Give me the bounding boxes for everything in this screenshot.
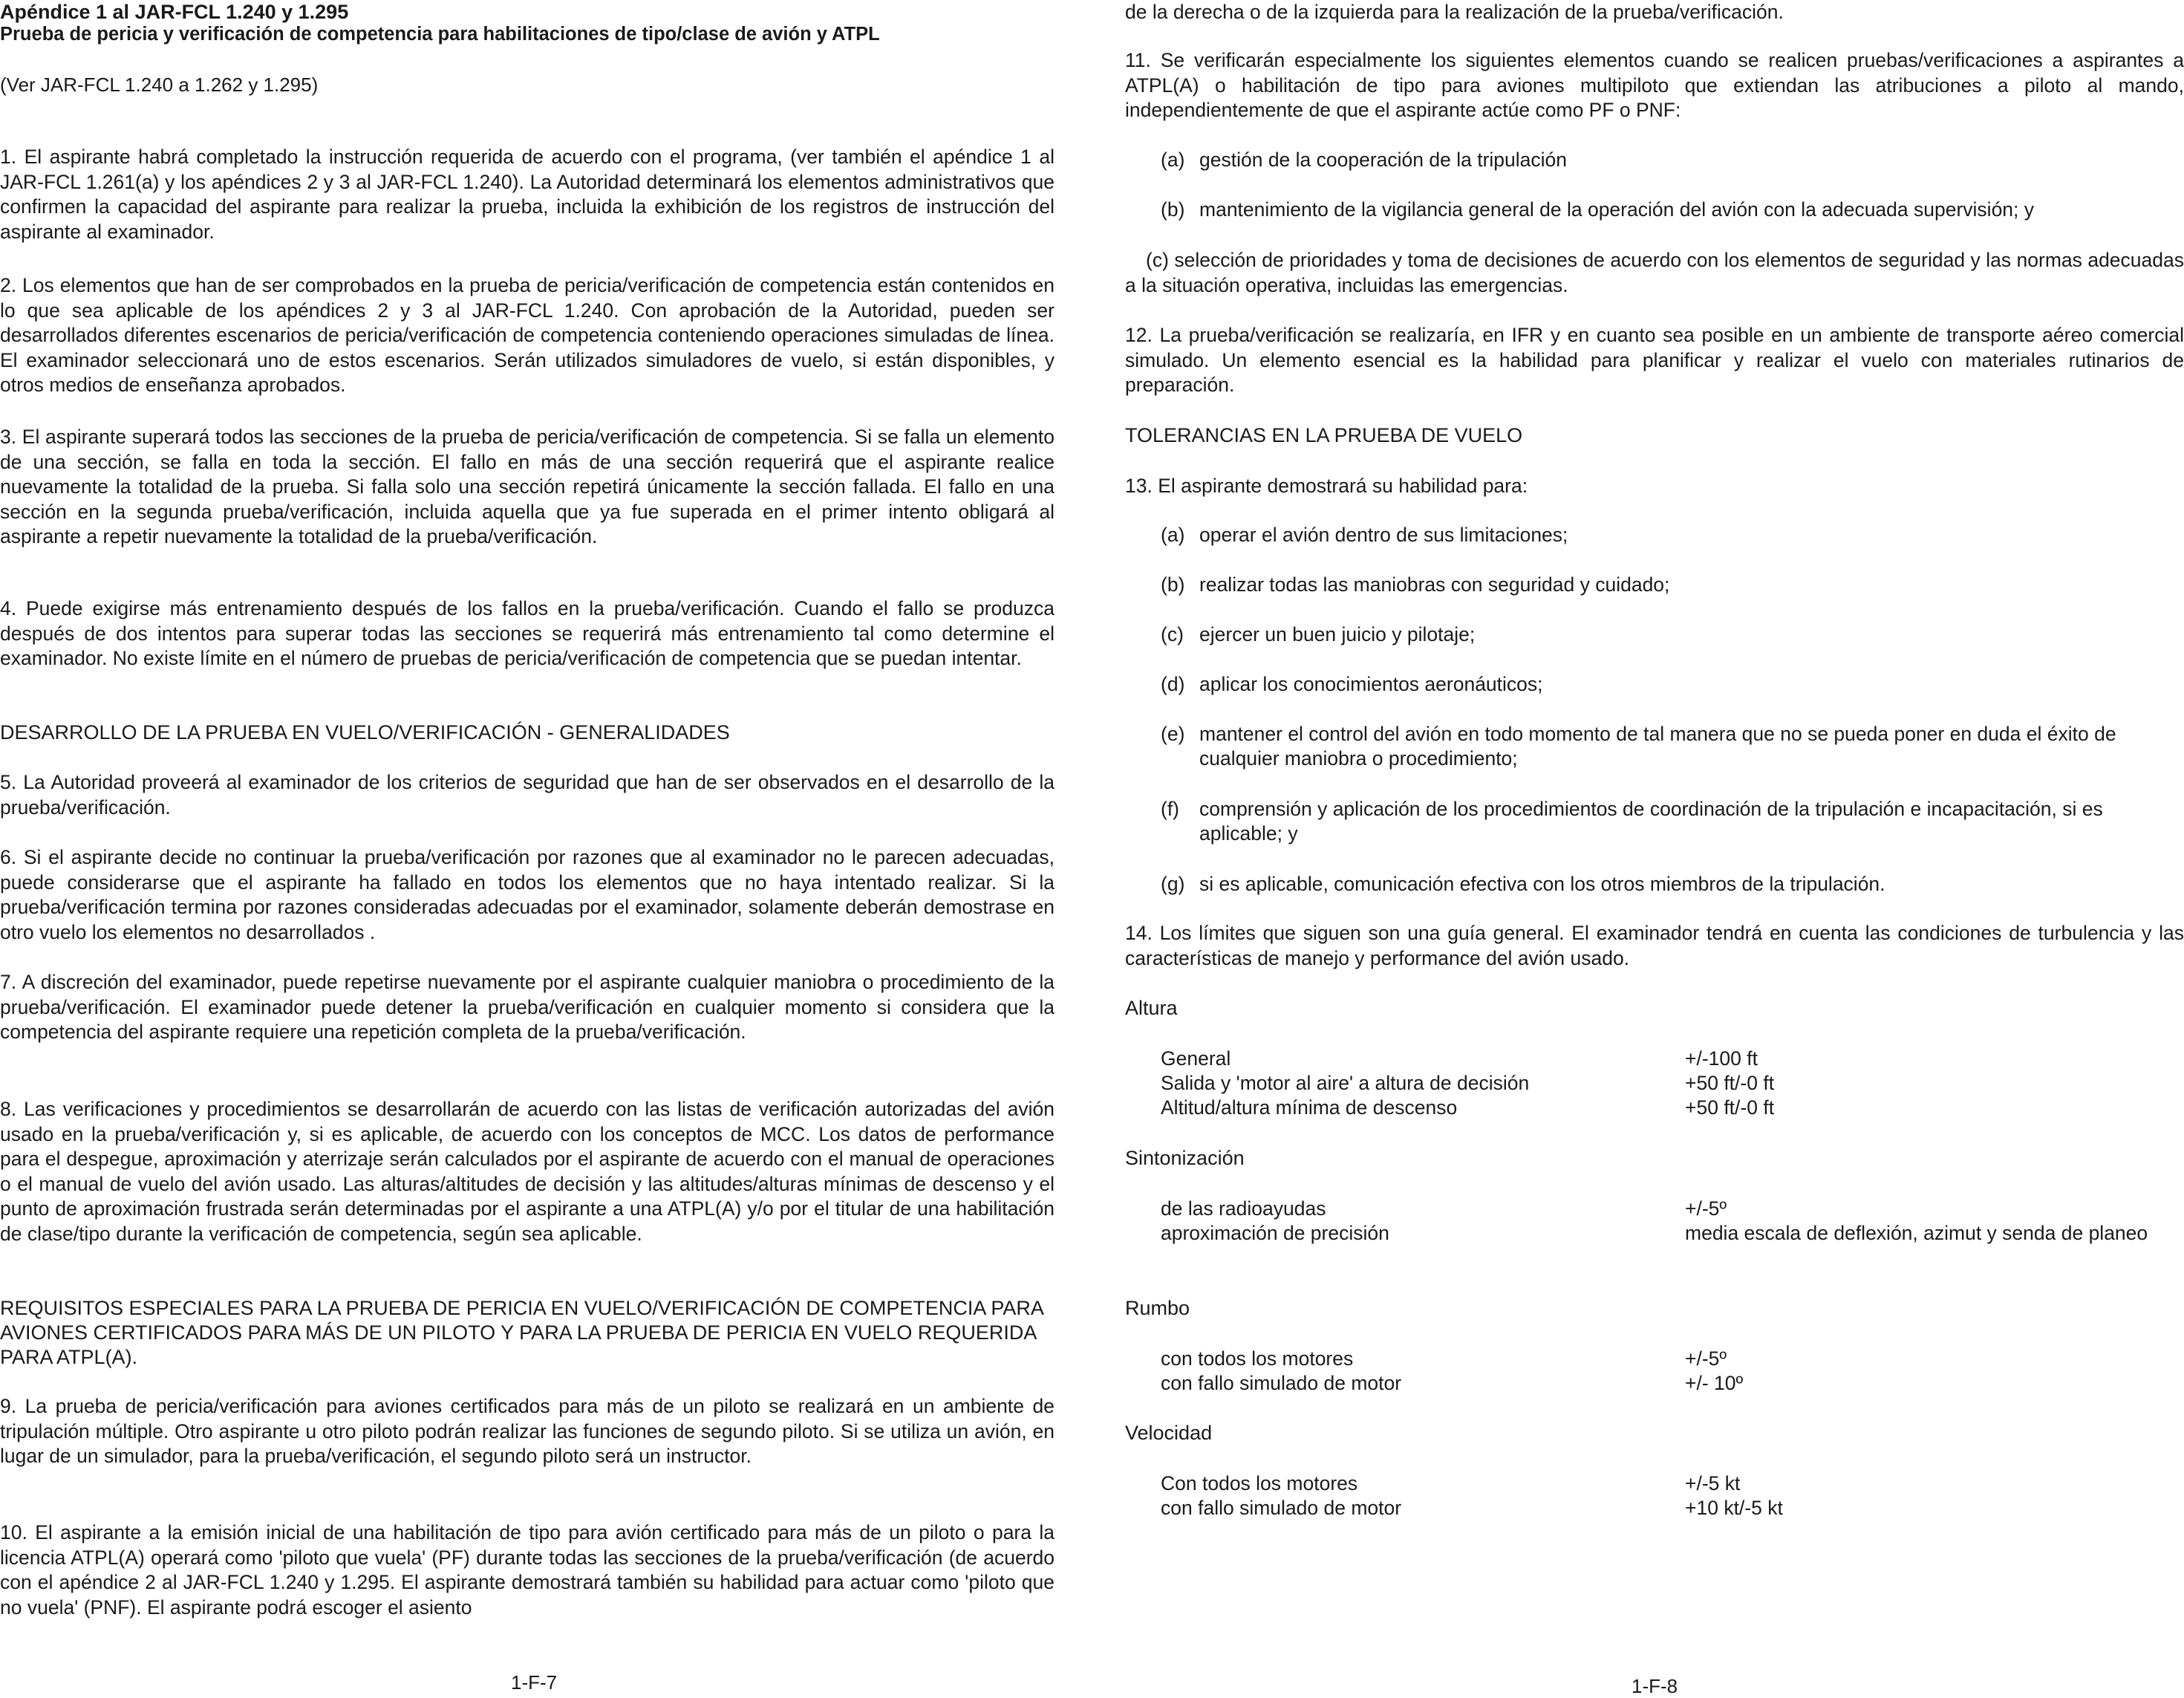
list-item-13a xyxy=(1161,523,2184,547)
tolerance-name: de las radioayudas xyxy=(1161,1197,1326,1220)
page-number-left: 1-F-7 xyxy=(511,1671,558,1694)
list-item-11a xyxy=(1161,148,2184,172)
tolerance-value: +/-5º xyxy=(1685,1197,1727,1220)
list-item-text: selección de prioridades y toma de decisiones de acuerdo con los elementos de seguridad y las normas adecuadas a la situación operativa, incluidas las emergencias. xyxy=(1125,249,2184,296)
tolerance-name: aproximación de precisión xyxy=(1161,1222,1389,1244)
list-item-text: mantener el control del avión en todo momento de tal manera que no se pueda poner en duda el éxito de cualquier maniobra o procedimiento; xyxy=(1199,723,2116,770)
list-item-label: (g) xyxy=(1161,873,1185,895)
tolerance-value: +/- 10º xyxy=(1685,1372,1744,1394)
list-item-text: aplicar los conocimientos aeronáuticos; xyxy=(1199,673,1543,695)
paragraph-12: 12. La prueba/verificación se realizaría, en IFR y en cuanto sea posible en un ambiente de transporte aéreo comercial simulado. Un elemento esencial es la habilidad para planificar y realizar el vuelo con materiales rutinarios de preparación. xyxy=(1125,324,2184,396)
tolerance-name: General xyxy=(1161,1047,1231,1070)
tolerance-name: con fallo simulado de motor xyxy=(1161,1372,1402,1394)
paragraph-5: 5. La Autoridad proveerá al examinador de los criterios de seguridad que han de ser observados en el desarrollo de la prueba/verificación. xyxy=(0,771,1054,819)
tolerance-value: +50 ft/-0 ft xyxy=(1685,1072,1775,1094)
list-item-text: ejercer un buen juicio y pilotaje; xyxy=(1199,623,1476,645)
paragraph-7: 7. A discreción del examinador, puede repetirse nuevamente por el aspirante cualquier maniobra o procedimiento de la prueba/verificación. El examinador puede detener la prueba/verificación en cualquier momento si considera que la competencia del aspirante requiere una repetición completa de la prueba/verificación. xyxy=(0,971,1054,1043)
appendix-reference: (Ver JAR-FCL 1.240 a 1.262 y 1.295) xyxy=(0,74,319,96)
list-item-text: gestión de la cooperación de la tripulación xyxy=(1199,149,1567,171)
tolerance-name: con todos los motores xyxy=(1161,1347,1354,1370)
list-item-13d xyxy=(1161,672,2184,697)
paragraph-13: 13. El aspirante demostrará su habilidad para: xyxy=(1125,475,1528,497)
tolerance-value: +/-100 ft xyxy=(1685,1047,1758,1070)
list-item-13b xyxy=(1161,573,2184,597)
tolerance-value: +10 kt/-5 kt xyxy=(1685,1497,1783,1519)
tolerance-group-sintonizacion: Sintonización xyxy=(1125,1147,1245,1169)
list-item-text: realizar todas las maniobras con seguridad y cuidado; xyxy=(1199,573,1670,596)
list-item-label: (c) xyxy=(1146,249,1169,271)
paragraph-11: 11. Se verificarán especialmente los siguientes elementos cuando se realicen pruebas/verificaciones a aspirantes a ATPL(A) o habilitación de tipo para aviones multipiloto que extiendan las atribuciones a piloto al mando, independientemente de que el aspirante actúe como PF o PNF: xyxy=(1125,49,2184,121)
tolerance-name: Altitud/altura mínima de descenso xyxy=(1161,1096,1458,1119)
tolerance-name: con fallo simulado de motor xyxy=(1161,1497,1402,1519)
list-item-label: (b) xyxy=(1161,198,1185,221)
list-item-11c xyxy=(1125,248,2184,298)
tolerance-name: Salida y 'motor al aire' a altura de decisión xyxy=(1161,1072,1530,1094)
left-page xyxy=(0,0,1058,1698)
tolerance-value: media escala de deflexión, azimut y senda de planeo xyxy=(1685,1222,2148,1244)
tolerance-value: +50 ft/-0 ft xyxy=(1685,1096,1775,1119)
list-item-label: (a) xyxy=(1161,149,1185,171)
list-item-11b xyxy=(1161,198,2184,222)
paragraph-9: 9. La prueba de pericia/verificación para aviones certificados para más de un piloto se realizará en un ambiente de tripulación múltiple. Otro aspirante u otro piloto podrán realizar las funciones de segundo piloto. Si se utiliza un avión, en lugar de un simulador, para la prueba/verificación, el segundo piloto será un instructor. xyxy=(0,1395,1054,1467)
heading-generalidades: DESARROLLO DE LA PRUEBA EN VUELO/VERIFICACIÓN - GENERALIDADES xyxy=(0,721,730,744)
paragraph-1: 1. El aspirante habrá completado la instrucción requerida de acuerdo con el programa, (ver también el apéndice 1 al JAR-FCL 1.261(a) y los apéndices 2 y 3 al JAR-FCL 1.240). La Autoridad determinará los elementos administrativos que confirmen la capacidad del aspirante para realizar la prueba, incluida la exhibición de los registros de instrucción del aspirante al examinador. xyxy=(0,146,1054,243)
list-item-text: si es aplicable, comunicación efectiva con los otros miembros de la tripulación. xyxy=(1199,873,1885,895)
right-page xyxy=(1125,0,2184,1698)
tolerance-value: +/-5 kt xyxy=(1685,1472,1741,1494)
appendix-title: Apéndice 1 al JAR-FCL 1.240 y 1.295 xyxy=(0,1,349,23)
list-item-13f xyxy=(1161,797,2184,846)
paragraph-10: 10. El aspirante a la emisión inicial de una habilitación de tipo para avión certificado para más de un piloto o para la licencia ATPL(A) operará como 'piloto que vuela' (PF) durante todas las secciones de la prueba/verificación (de acuerdo con el apéndice 2 al JAR-FCL 1.240 y 1.295. El aspirante demostrará también su habilidad para actuar como 'piloto que no vuela' (PNF). El aspirante podrá escoger el asiento xyxy=(0,1521,1054,1619)
tolerance-name: Con todos los motores xyxy=(1161,1472,1358,1494)
tolerance-group-rumbo: Rumbo xyxy=(1125,1297,1190,1319)
paragraph-14: 14. Los límites que siguen son una guía general. El examinador tendrá en cuenta las condiciones de turbulencia y las características de manejo y performance del avión usado. xyxy=(1125,922,2184,969)
heading-tolerancias: TOLERANCIAS EN LA PRUEBA DE VUELO xyxy=(1125,424,1523,446)
tolerance-value: +/-5º xyxy=(1685,1347,1727,1370)
list-item-text: comprensión y aplicación de los procedimientos de coordinación de la tripulación e incapacitación, si es aplicable; y xyxy=(1199,798,2103,845)
heading-requisitos-especiales: REQUISITOS ESPECIALES PARA LA PRUEBA DE PERICIA EN VUELO/VERIFICACIÓN DE COMPETENCIA PARA AVIONES CERTIFICADOS PARA MÁS DE UN PILOTO Y PARA LA PRUEBA DE PERICIA EN VUELO REQUERIDA PARA ATPL(A). xyxy=(0,1297,1043,1368)
page-number-right: 1-F-8 xyxy=(1632,1675,1678,1697)
paragraph-6: 6. Si el aspirante decide no continuar la prueba/verificación por razones que al examinador no le parecen adecuadas, puede considerarse que el aspirante ha fallado en todos los elementos que no haya intentado realizar. Si la prueba/verificación termina por razones consideradas adecuadas por el examinador, solamente deberán demostrase en otro vuelo los elementos no desarrollados . xyxy=(0,846,1054,943)
list-item-text: mantenimiento de la vigilancia general de la operación del avión con la adecuada supervisión; y xyxy=(1199,198,2035,221)
list-item-13e xyxy=(1161,722,2184,771)
paragraph-2: 2. Los elementos que han de ser comprobados en la prueba de pericia/verificación de competencia están contenidos en lo que sea aplicable de los apéndices 2 y 3 al JAR-FCL 1.240. Con aprobación de la Autoridad, pueden ser desarrollados diferentes escenarios de pericia/verificación de competencia conteniendo operaciones simuladas de línea. El examinador seleccionará uno de estos escenarios. Serán utilizados simuladores de vuelo, si están disponibles, y otros medios de enseñanza aprobados. xyxy=(0,274,1054,396)
list-item-label: (f) xyxy=(1161,798,1180,820)
list-item-label: (c) xyxy=(1161,623,1184,645)
paragraph-10-continued: de la derecha o de la izquierda para la realización de la prueba/verificación. xyxy=(1125,1,1784,23)
tolerance-group-velocidad: Velocidad xyxy=(1125,1422,1213,1444)
list-item-13g xyxy=(1161,872,2184,897)
tolerance-group-altura: Altura xyxy=(1125,997,1178,1019)
list-item-label: (a) xyxy=(1161,524,1185,546)
paragraph-3: 3. El aspirante superará todos las secciones de la prueba de pericia/verificación de competencia. Si se falla un elemento de una sección, se falla en toda la sección. El fallo en más de una sección requerirá que el aspirante realice nuevamente la totalidad de la prueba. Si falla solo una sección repetirá únicamente la sección fallada. El fallo en una sección en la segunda prueba/verificación, incluida aquella que ya fue superada en el primer intento obligará al aspirante a repetir nuevamente la totalidad de la prueba/verificación. xyxy=(0,426,1054,547)
list-item-text: operar el avión dentro de sus limitaciones; xyxy=(1199,524,1568,546)
paragraph-8: 8. Las verificaciones y procedimientos se desarrollarán de acuerdo con las listas de verificación autorizadas del avión usado en la prueba/verificación y, si es aplicable, de acuerdo con los conceptos de MCC. Los datos de performance para el despegue, aproximación y aterrizaje serán calculados por el aspirante de acuerdo con el manual de operaciones o el manual de vuelo del avión usado. Las alturas/altitudes de decisión y las altitudes/alturas mínimas de descenso y el punto de aproximación frustrada serán determinadas por el aspirante a una ATPL(A) y/o por el titular de una habilitación de clase/tipo durante la verificación de competencia, según sea aplicable. xyxy=(0,1098,1054,1245)
list-item-13c xyxy=(1161,622,2184,647)
list-item-label: (b) xyxy=(1161,573,1185,596)
paragraph-4: 4. Puede exigirse más entrenamiento después de los fallos en la prueba/verificación. Cuando el fallo se produzca después de dos intentos para superar todas las secciones se requerirá más entrenamiento tal como determine el examinador. No existe límite en el número de pruebas de pericia/verificación de competencia que se puedan intentar. xyxy=(0,597,1054,669)
appendix-subtitle: Prueba de pericia y verificación de competencia para habilitaciones de tipo/clase de avión y ATPL xyxy=(0,24,880,45)
list-item-label: (d) xyxy=(1161,673,1185,695)
list-item-label: (e) xyxy=(1161,723,1185,745)
